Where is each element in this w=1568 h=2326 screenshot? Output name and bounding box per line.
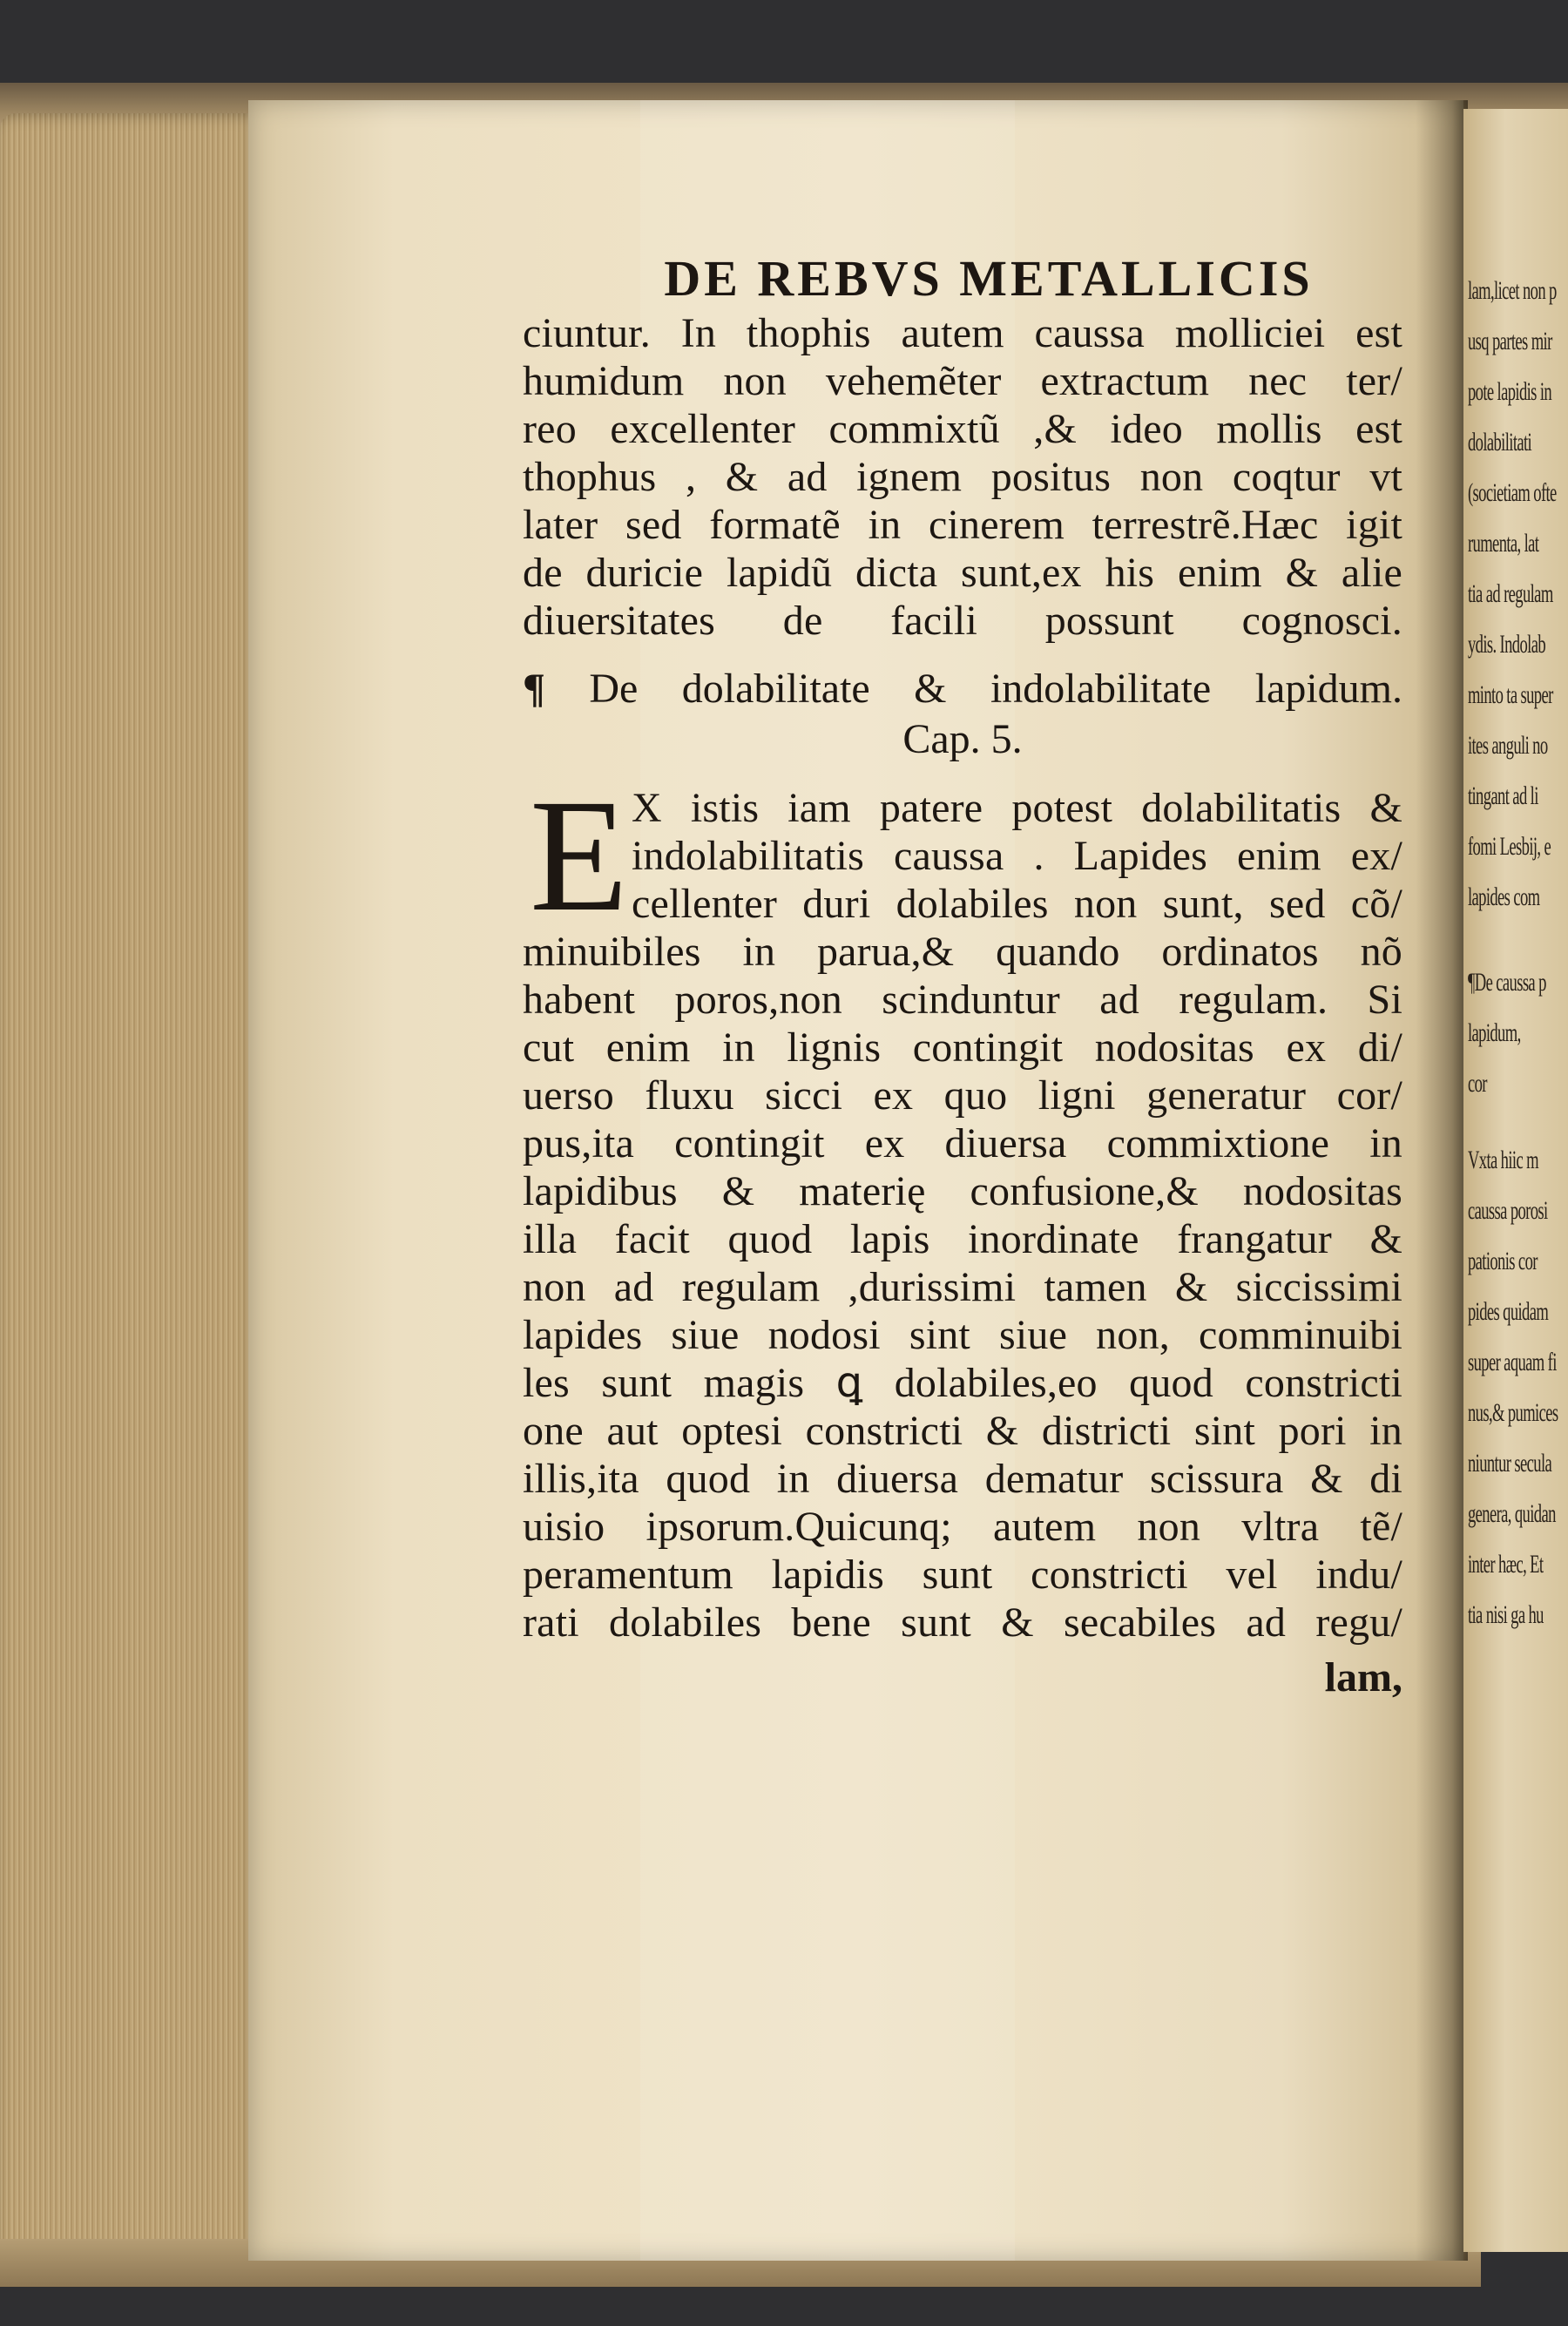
right-page-line: rumenta, lat [1467,529,1539,558]
right-page-line: niuntur secula [1467,1449,1552,1477]
text-line: one aut optesi constricti & districti sint pori in [523,1408,1402,1454]
text-line: lapides siue nodosi sint siue non, comminuibi [523,1312,1402,1358]
right-page-line: pides quidam [1467,1297,1549,1326]
text-line: habent poros,non scinduntur ad regulam. Si [523,977,1402,1023]
text-line: rati dolabiles bene sunt & secabiles ad regu/ [523,1599,1402,1646]
chapter-number: Cap. 5. [902,716,1023,762]
right-page-line: pationis cor [1467,1247,1538,1275]
right-page-fragment [1463,109,1568,2252]
catchword: lam, [1324,1654,1402,1701]
text-line: de duricie lapidũ dicta sunt,ex his enim & alie [523,550,1402,596]
text-line: indolabilitatis caussa . Lapides enim ex/ [632,833,1402,879]
right-page-heading [1463,957,1568,1109]
text-line: diuersitates de facili possunt cognosci. [523,598,1402,644]
right-page-line: tia ad regulam [1467,579,1553,608]
running-head: DE REBVS METALLICIS [664,250,1314,307]
text-line: lapidibus & materię confusione,& nodositas [523,1168,1402,1214]
right-page-heading-line: lapidum, [1467,1018,1521,1047]
right-page-line: lapides com [1467,882,1540,911]
right-page-line: lam,licet non p [1467,276,1557,305]
right-page-line: minto ta super [1467,680,1553,709]
text-line: X istis iam patere potest dolabilitatis & [632,785,1402,831]
text-line: illis,ita quod in diuersa dematur scissura & di [523,1456,1402,1502]
text-line: thophus , & ad ignem positus non coqtur vt [523,454,1402,500]
right-page-line: caussa porosi [1467,1196,1548,1225]
right-page-line: ydis. Indolab [1467,630,1546,659]
right-page-line: genera, quidan [1467,1499,1556,1528]
text-line: ciuntur. In thophis autem caussa molliciei est [523,310,1402,356]
page-block-edges [0,113,261,2274]
right-page-line: ites anguli no [1467,731,1548,760]
pilcrow-mark: ¶ [523,666,545,712]
right-page-line: Vxta hiic m [1467,1146,1538,1174]
right-page-line: (societiam ofte [1467,478,1557,507]
right-page-line: nus,& pumices [1467,1398,1558,1427]
text-line: uerso fluxu sicci ex quo ligni generatur cor/ [523,1072,1402,1119]
drop-cap-lines [632,784,1402,928]
text-line: uisio ipsorum.Quicunq; autem non vltra tẽ/ [523,1504,1402,1550]
right-page-heading-line: cor [1467,1069,1487,1098]
text-line: reo excellenter commixtũ ,& ideo mollis est [523,406,1402,452]
right-page-text [1463,266,1568,1640]
chapter-title-text: De dolabilitate & indolabilitate lapidum. [589,666,1402,712]
text-line: illa facit quod lapis inordinate frangatur & [523,1216,1402,1262]
page-text-block [523,248,1411,1704]
drop-cap-initial: E [530,767,629,945]
text-line: later sed formatẽ in cinerem terrestrẽ.Hæc igit [523,502,1402,548]
right-page-line: inter hæc, Et [1467,1550,1544,1579]
right-page-spacer [1463,1109,1568,1135]
text-line: humidum non vehemẽter extractum nec ter/ [523,358,1402,404]
text-line: non ad regulam ,durissimi tamen & siccissimi [523,1264,1402,1310]
paragraph-1 [523,309,1411,645]
text-line: cut enim in lignis contingit nodositas ex di/ [523,1024,1402,1071]
right-page-heading-line: ¶De caussa p [1467,968,1546,997]
right-page-line: pote lapidis in [1467,377,1552,406]
text-line: cellenter duri dolabiles non sunt, sed cõ/ [632,881,1402,927]
right-page-line: dolabilitati [1467,428,1532,456]
right-page-line: fomi Lesbij, e [1467,832,1551,861]
right-page-line: usq partes mir [1467,327,1552,355]
text-line: peramentum lapidis sunt constricti vel indu/ [523,1552,1402,1598]
paragraph-2 [523,928,1411,1646]
text-line: les sunt magis ꝗ dolabiles,eo quod constricti [523,1360,1402,1406]
right-page-line: super aquam fi [1467,1348,1557,1376]
chapter-title [523,664,1402,714]
right-page-line: tia nisi ga hu [1467,1600,1544,1629]
gutter-shadow [1416,100,1468,2261]
text-line: minuibiles in parua,& quando ordinatos nõ [523,929,1402,975]
text-line: pus,ita contingit ex diuersa commixtione in [523,1120,1402,1166]
initial-block [523,767,1411,945]
right-page-line: tingant ad li [1467,781,1538,810]
